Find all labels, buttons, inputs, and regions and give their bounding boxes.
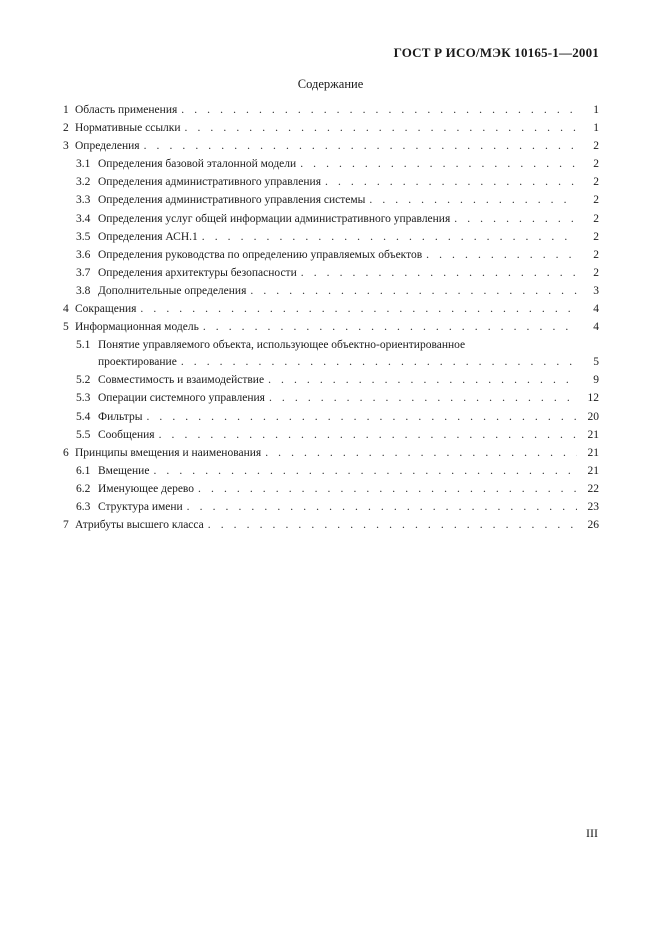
toc-entry-page: 5 (593, 356, 599, 369)
toc-entry-number: 3 (63, 140, 69, 153)
toc-entry-page: 21 (587, 464, 599, 477)
dot-leader (159, 426, 577, 444)
toc-entry-5-1 (63, 336, 599, 353)
toc-entry-page: 20 (587, 410, 599, 423)
toc-entry-number: 6.3 (76, 500, 91, 513)
dot-leader (153, 462, 577, 480)
toc-entry-label: Структура имени (98, 500, 183, 513)
toc-entry-3-8 (63, 282, 599, 300)
toc-entry-number: 5.3 (76, 392, 91, 405)
toc-entry-number: 3.2 (76, 176, 91, 189)
toc-entry-page: 2 (593, 176, 599, 189)
toc-entry-3 (63, 137, 599, 155)
dot-leader (268, 371, 577, 389)
toc-entry-number: 4 (63, 303, 69, 316)
toc-entry-5 (63, 318, 599, 336)
toc-entry-label: Именующее дерево (98, 482, 195, 495)
toc-entry-label: Фильтры (98, 410, 143, 423)
toc-entry-label: Сокращения (75, 303, 137, 316)
dot-leader (301, 264, 577, 282)
toc-entry-label: Определения базовой эталонной модели (98, 158, 297, 171)
dot-leader (187, 498, 577, 516)
toc-entry-number: 2 (63, 122, 69, 135)
toc-title: Содержание (297, 77, 364, 91)
toc-entry-number: 3.4 (76, 212, 91, 225)
dot-leader (144, 137, 577, 155)
dot-leader (325, 173, 577, 191)
toc-entry-3-3 (63, 191, 599, 209)
toc-entry-5-1-continuation (63, 353, 599, 371)
toc-entry-page: 4 (593, 321, 599, 334)
toc-entry-number: 3.3 (76, 194, 91, 207)
toc-entry-page: 2 (593, 230, 599, 243)
toc-entry-page: 21 (587, 428, 599, 441)
toc-entry-page: 2 (593, 248, 599, 261)
toc-entry-label: Определения АСН.1 (98, 230, 198, 243)
toc-entry-number: 5.1 (76, 339, 91, 352)
toc-entry-5-2 (63, 371, 599, 389)
toc-entry-3-7 (63, 264, 599, 282)
dot-leader (269, 389, 577, 407)
dot-leader (250, 282, 577, 300)
dot-leader (300, 155, 577, 173)
toc-entry-page: 2 (593, 140, 599, 153)
toc-entry-5-4 (63, 408, 599, 426)
toc-entry-page: 12 (587, 392, 599, 405)
toc-entry-page: 9 (593, 374, 599, 387)
toc-entry-number: 3.7 (76, 266, 91, 279)
dot-leader (265, 444, 577, 462)
toc-entry-label: Область применения (75, 104, 178, 116)
toc-entry-3-5 (63, 228, 599, 246)
dot-leader (146, 408, 577, 426)
toc-entry-page: 2 (593, 266, 599, 279)
toc-entry-number: 1 (63, 104, 69, 116)
dot-leader (198, 480, 577, 498)
dot-leader (369, 191, 577, 209)
toc-entry-label: Вмещение (98, 464, 150, 477)
dot-leader (203, 318, 577, 336)
dot-leader (185, 119, 577, 137)
toc-entry-label: Определения административного управления (98, 176, 322, 189)
toc-entry-page: 4 (593, 303, 599, 316)
toc-entry-page: 22 (587, 482, 599, 495)
toc-entry-number: 6.1 (76, 464, 91, 477)
toc-entry-label: Информационная модель (75, 321, 199, 334)
toc-entry-6-1 (63, 462, 599, 480)
toc-entry-page: 2 (593, 194, 599, 207)
toc-entry-3-6 (63, 246, 599, 264)
page-number: III (586, 826, 598, 840)
dot-leader (454, 210, 577, 228)
toc-entry-number: 6 (63, 446, 69, 459)
dot-leader (140, 300, 577, 318)
toc-entry-label: Определения руководства по определению управляемых объектов (98, 248, 423, 261)
toc-entry-number: 5.2 (76, 374, 91, 387)
document-header: ГОСТ Р ИСО/МЭК 10165-1—2001 (393, 45, 599, 60)
toc-entry-page: 1 (593, 104, 599, 116)
toc-entry-label: Атрибуты высшего класса (75, 519, 204, 532)
toc-entry-number: 3.8 (76, 284, 91, 297)
toc-entry-3-4 (63, 210, 599, 228)
toc-entry-label: Понятие управляемого объекта, использующее объектно-ориентированное (98, 339, 466, 352)
toc-entry-label: Дополнительные определения (98, 284, 247, 297)
toc-entry-number: 3.5 (76, 230, 91, 243)
toc-entry-page: 23 (587, 500, 599, 513)
toc-entry-6-3 (63, 498, 599, 516)
toc-entry-label: Определения административного управления системы (98, 194, 366, 207)
toc-entry-number: 5.4 (76, 410, 91, 423)
toc-entry-label: Определения услуг общей информации административного управления (98, 212, 451, 225)
dot-leader (202, 228, 577, 246)
table-of-contents (63, 101, 599, 534)
dot-leader (208, 516, 577, 534)
toc-entry-number: 5 (63, 321, 69, 334)
toc-entry-number: 5.5 (76, 428, 91, 441)
toc-entry-5-3 (63, 389, 599, 407)
toc-entry-3-2 (63, 173, 599, 191)
toc-entry-label: Определения (75, 140, 140, 153)
toc-entry-label: Принципы вмещения и наименования (75, 446, 262, 459)
toc-entry-6 (63, 444, 599, 462)
toc-entry-page: 1 (593, 122, 599, 135)
dot-leader (181, 101, 577, 119)
toc-entry-1 (63, 101, 599, 119)
toc-entry-2 (63, 119, 599, 137)
dot-leader (426, 246, 577, 264)
toc-entry-4 (63, 300, 599, 318)
toc-entry-6-2 (63, 480, 599, 498)
toc-entry-label-continuation: проектирование (98, 356, 177, 369)
toc-entry-page: 21 (587, 446, 599, 459)
toc-entry-7 (63, 516, 599, 534)
toc-entry-page: 26 (587, 519, 599, 532)
toc-entry-page: 2 (593, 158, 599, 171)
toc-entry-page: 2 (593, 212, 599, 225)
toc-entry-label: Нормативные ссылки (75, 122, 181, 135)
toc-entry-label: Определения архитектуры безопасности (98, 266, 297, 279)
toc-entry-number: 3.1 (76, 158, 91, 171)
toc-entry-page: 3 (593, 284, 599, 297)
toc-entry-number: 7 (63, 519, 69, 532)
toc-entry-label: Операции системного управления (98, 392, 265, 405)
toc-entry-number: 3.6 (76, 248, 91, 261)
toc-entry-3-1 (63, 155, 599, 173)
dot-leader (181, 353, 577, 371)
toc-entry-number: 6.2 (76, 482, 91, 495)
toc-entry-5-5 (63, 426, 599, 444)
toc-entry-label: Сообщения (98, 428, 155, 441)
toc-entry-label: Совместимость и взаимодействие (98, 374, 265, 387)
